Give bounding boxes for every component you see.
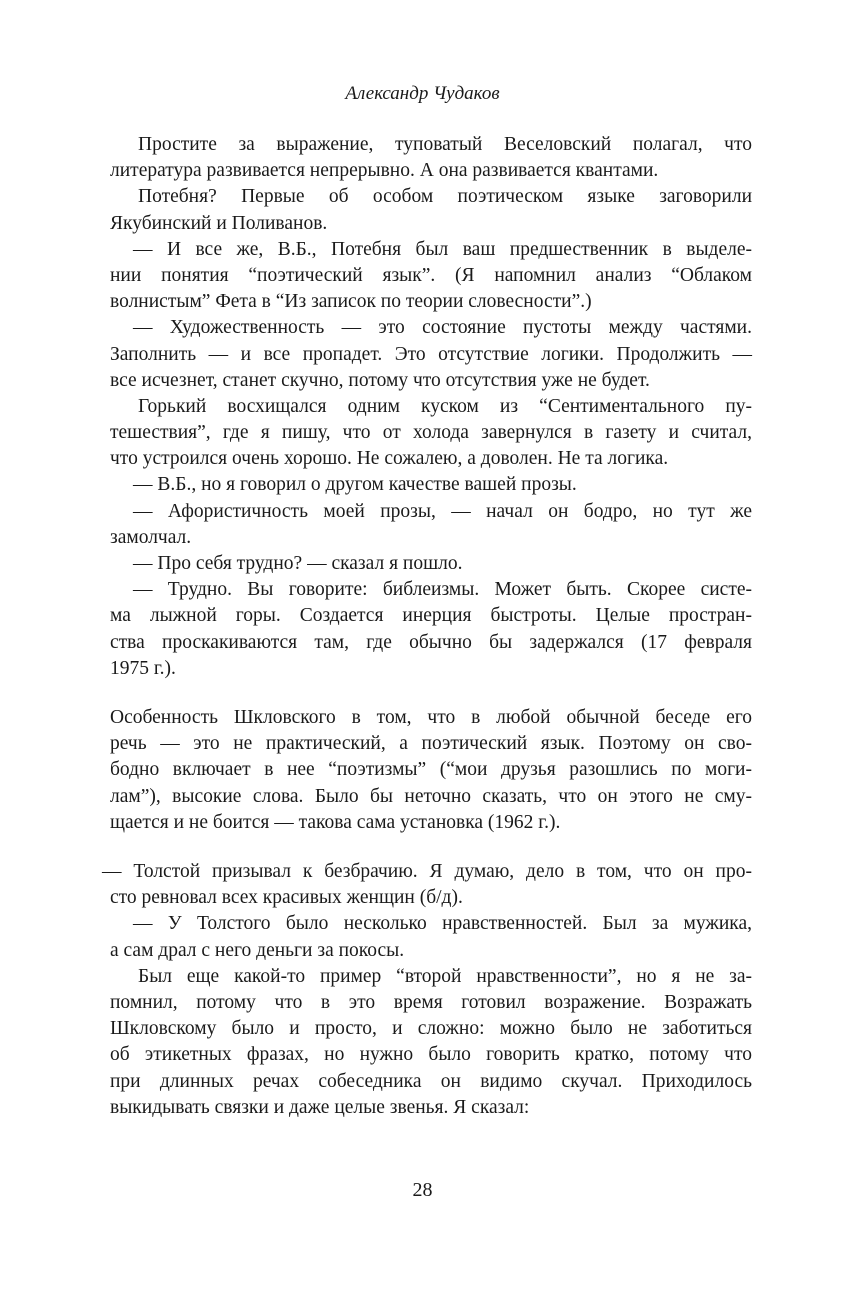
text-line: речь — это не практический, а поэтический язык. Поэтому он сво-: [110, 733, 752, 755]
text-line: — Толстой призывал к безбрачию. Я думаю, дело в том, что он про-: [102, 861, 752, 882]
text-line: Потебня? Первые об особом поэтическом языке заговорили: [138, 186, 752, 208]
text-line: — В.Б., но я говорил о другом качестве вашей прозы.: [133, 474, 577, 496]
text-block: [110, 705, 752, 836]
text-line: щается и не боится — такова сама установка (1962 г.).: [110, 811, 561, 833]
running-head: Александр Чудаков: [345, 83, 500, 104]
text-line: замолчал.: [110, 526, 192, 548]
text-line: — У Толстого было несколько нравственностей. Был за мужика,: [133, 913, 752, 935]
text-line: нии понятия “поэтический язык”. (Я напомнил анализ “Облаком: [110, 264, 752, 286]
text-line: об этикетных фразах, но нужно было говорить кратко, потому что: [110, 1044, 752, 1066]
text-line: — Про себя трудно? — сказал я пошло.: [133, 553, 463, 574]
text-line: лам”), высокие слова. Было бы неточно сказать, что он этого не сму-: [110, 785, 752, 807]
text-line: сто ревновал всех красивых женщин (б/д).: [110, 887, 463, 909]
text-line: ма лыжной горы. Создается инерция быстроты. Целые простран-: [110, 605, 752, 627]
text-line: Шкловскому было и просто, и сложно: можно было не заботиться: [110, 1018, 752, 1040]
text-line: что устроился очень хорошо. Не сожалею, а доволен. Не та логика.: [110, 448, 669, 470]
text-line: помнил, потому что в это время готовил возражение. Возражать: [110, 991, 752, 1013]
text-line: Якубинский и Поливанов.: [110, 212, 328, 234]
text-line: Простите за выражение, туповатый Веселовский полагал, что: [138, 134, 752, 155]
text-line: литература развивается непрерывно. А она развивается квантами.: [110, 160, 659, 182]
text-block: [110, 132, 752, 682]
text-line: — Афористичность моей прозы, — начал он бодро, но тут же: [133, 500, 752, 522]
text-line: выкидывать связки и даже целые звенья. Я сказал:: [110, 1096, 530, 1118]
text-line: — Трудно. Вы говорите: библеизмы. Может быть. Скорее систе-: [133, 579, 752, 601]
text-line: ства проскакиваются там, где обычно бы задержался (17 февраля: [110, 631, 752, 653]
text-line: Был еще какой-то пример “второй нравственности”, но я не за-: [138, 965, 752, 987]
text-line: тешествия”, где я пишу, что от холода завернулся в газету и считал,: [110, 422, 752, 444]
text-line: Горький восхищался одним куском из “Сентиментального пу-: [138, 395, 752, 417]
text-line: все исчезнет, станет скучно, потому что отсутствия уже не будет.: [110, 369, 650, 391]
text-block: [102, 859, 752, 1121]
text-line: при длинных речах собеседника он видимо скучал. Приходилось: [110, 1070, 752, 1092]
page-number: 28: [412, 1179, 433, 1201]
text-line: волнистым” Фета в “Из записок по теории словесности”.): [110, 291, 592, 313]
text-line: — Художественность — это состояние пустоты между частями.: [133, 317, 752, 339]
text-line: — И все же, В.Б., Потебня был ваш предшественник в выделе-: [133, 238, 752, 260]
text-line: Особенность Шкловского в том, что в любой обычной беседе его: [110, 707, 752, 728]
text-line: а сам драл с него деньги за покосы.: [110, 939, 405, 961]
text-line: 1975 г.).: [110, 657, 176, 679]
text-line: Заполнить — и все пропадет. Это отсутствие логики. Продолжить —: [110, 343, 752, 365]
text-line: бодно включает в нее “поэтизмы” (“мои друзья разошлись по моги-: [110, 759, 752, 781]
